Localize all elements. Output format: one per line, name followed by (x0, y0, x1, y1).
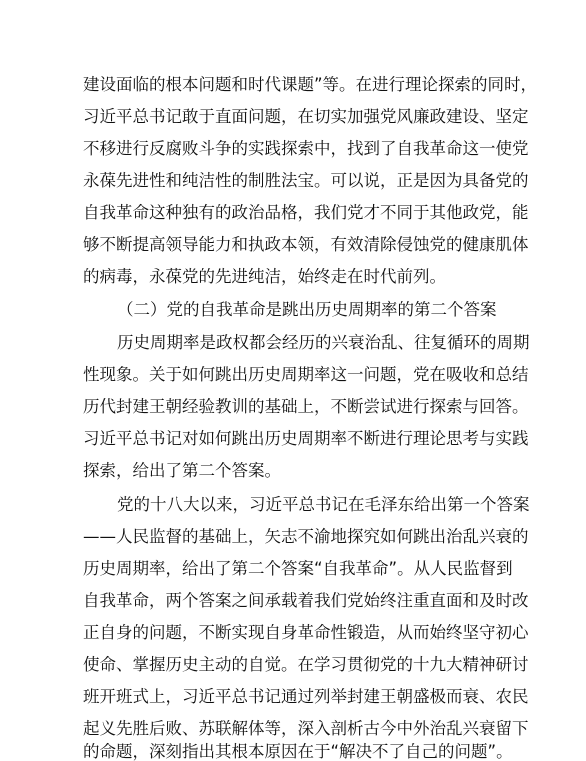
paragraph-line: 自我革命这种独有的政治品格，我们党才不同于其他政党，能 (83, 203, 529, 222)
paragraph-line: 党的十八大以来，习近平总书记在毛泽东给出第一个答案 (117, 495, 530, 514)
paragraph-line: 不移进行反腐败斗争的实践探索中，找到了自我革命这一使党 (83, 139, 529, 158)
paragraph-line: 的病毒，永葆党的先进纯洁，始终走在时代前列。 (83, 267, 446, 286)
paragraph-line: ——人民监督的基础上，矢志不渝地探究如何跳出治乱兴衰的 (83, 527, 529, 546)
paragraph-line: 历代封建王朝经验教训的基础上，不断尝试进行探索与回答。 (83, 397, 529, 416)
paragraph-line: 历史周期率，给出了第二个答案“自我革命”。从人民监督到 (83, 559, 513, 578)
section-heading: （二）党的自我革命是跳出历史周期率的第二个答案 (117, 300, 497, 319)
paragraph-line: 够不断提高领导能力和执政本领，有效清除侵蚀党的健康肌体 (83, 235, 529, 254)
paragraph-line: 自我革命，两个答案之间承载着我们党始终注重直面和及时改 (83, 591, 529, 610)
paragraph-line: 起义先胜后败、苏联解体等，深入剖析古今中外治乱兴衰留下 (83, 719, 529, 738)
paragraph-line: 习近平总书记对如何跳出历史周期率不断进行理论思考与实践 (83, 429, 529, 448)
paragraph-line: 性现象。关于如何跳出历史周期率这一问题，党在吸收和总结 (83, 365, 529, 384)
paragraph-line: 班开班式上，习近平总书记通过列举封建王朝盛极而衰、农民 (83, 687, 529, 706)
paragraph-line: 习近平总书记敢于直面问题，在切实加强党风廉政建设、坚定 (83, 107, 529, 126)
paragraph-line: 的命题，深刻指出其根本原因在于“解决不了自己的问题”。 (83, 742, 513, 761)
paragraph-line: 历史周期率是政权都会经历的兴衰治乱、往复循环的周期 (117, 333, 530, 352)
paragraph-line: 正自身的问题，不断实现自身革命性锻造，从而始终坚守初心 (83, 623, 529, 642)
paragraph-line: 建设面临的根本问题和时代课题”等。在进行理论探索的同时， (83, 75, 538, 94)
paragraph-line: 探索，给出了第二个答案。 (83, 461, 281, 480)
paragraph-line: 使命、掌握历史主动的自觉。在学习贯彻党的十九大精神研讨 (83, 655, 529, 674)
paragraph-line: 永葆先进性和纯洁性的制胜法宝。可以说，正是因为具备党的 (83, 171, 529, 190)
